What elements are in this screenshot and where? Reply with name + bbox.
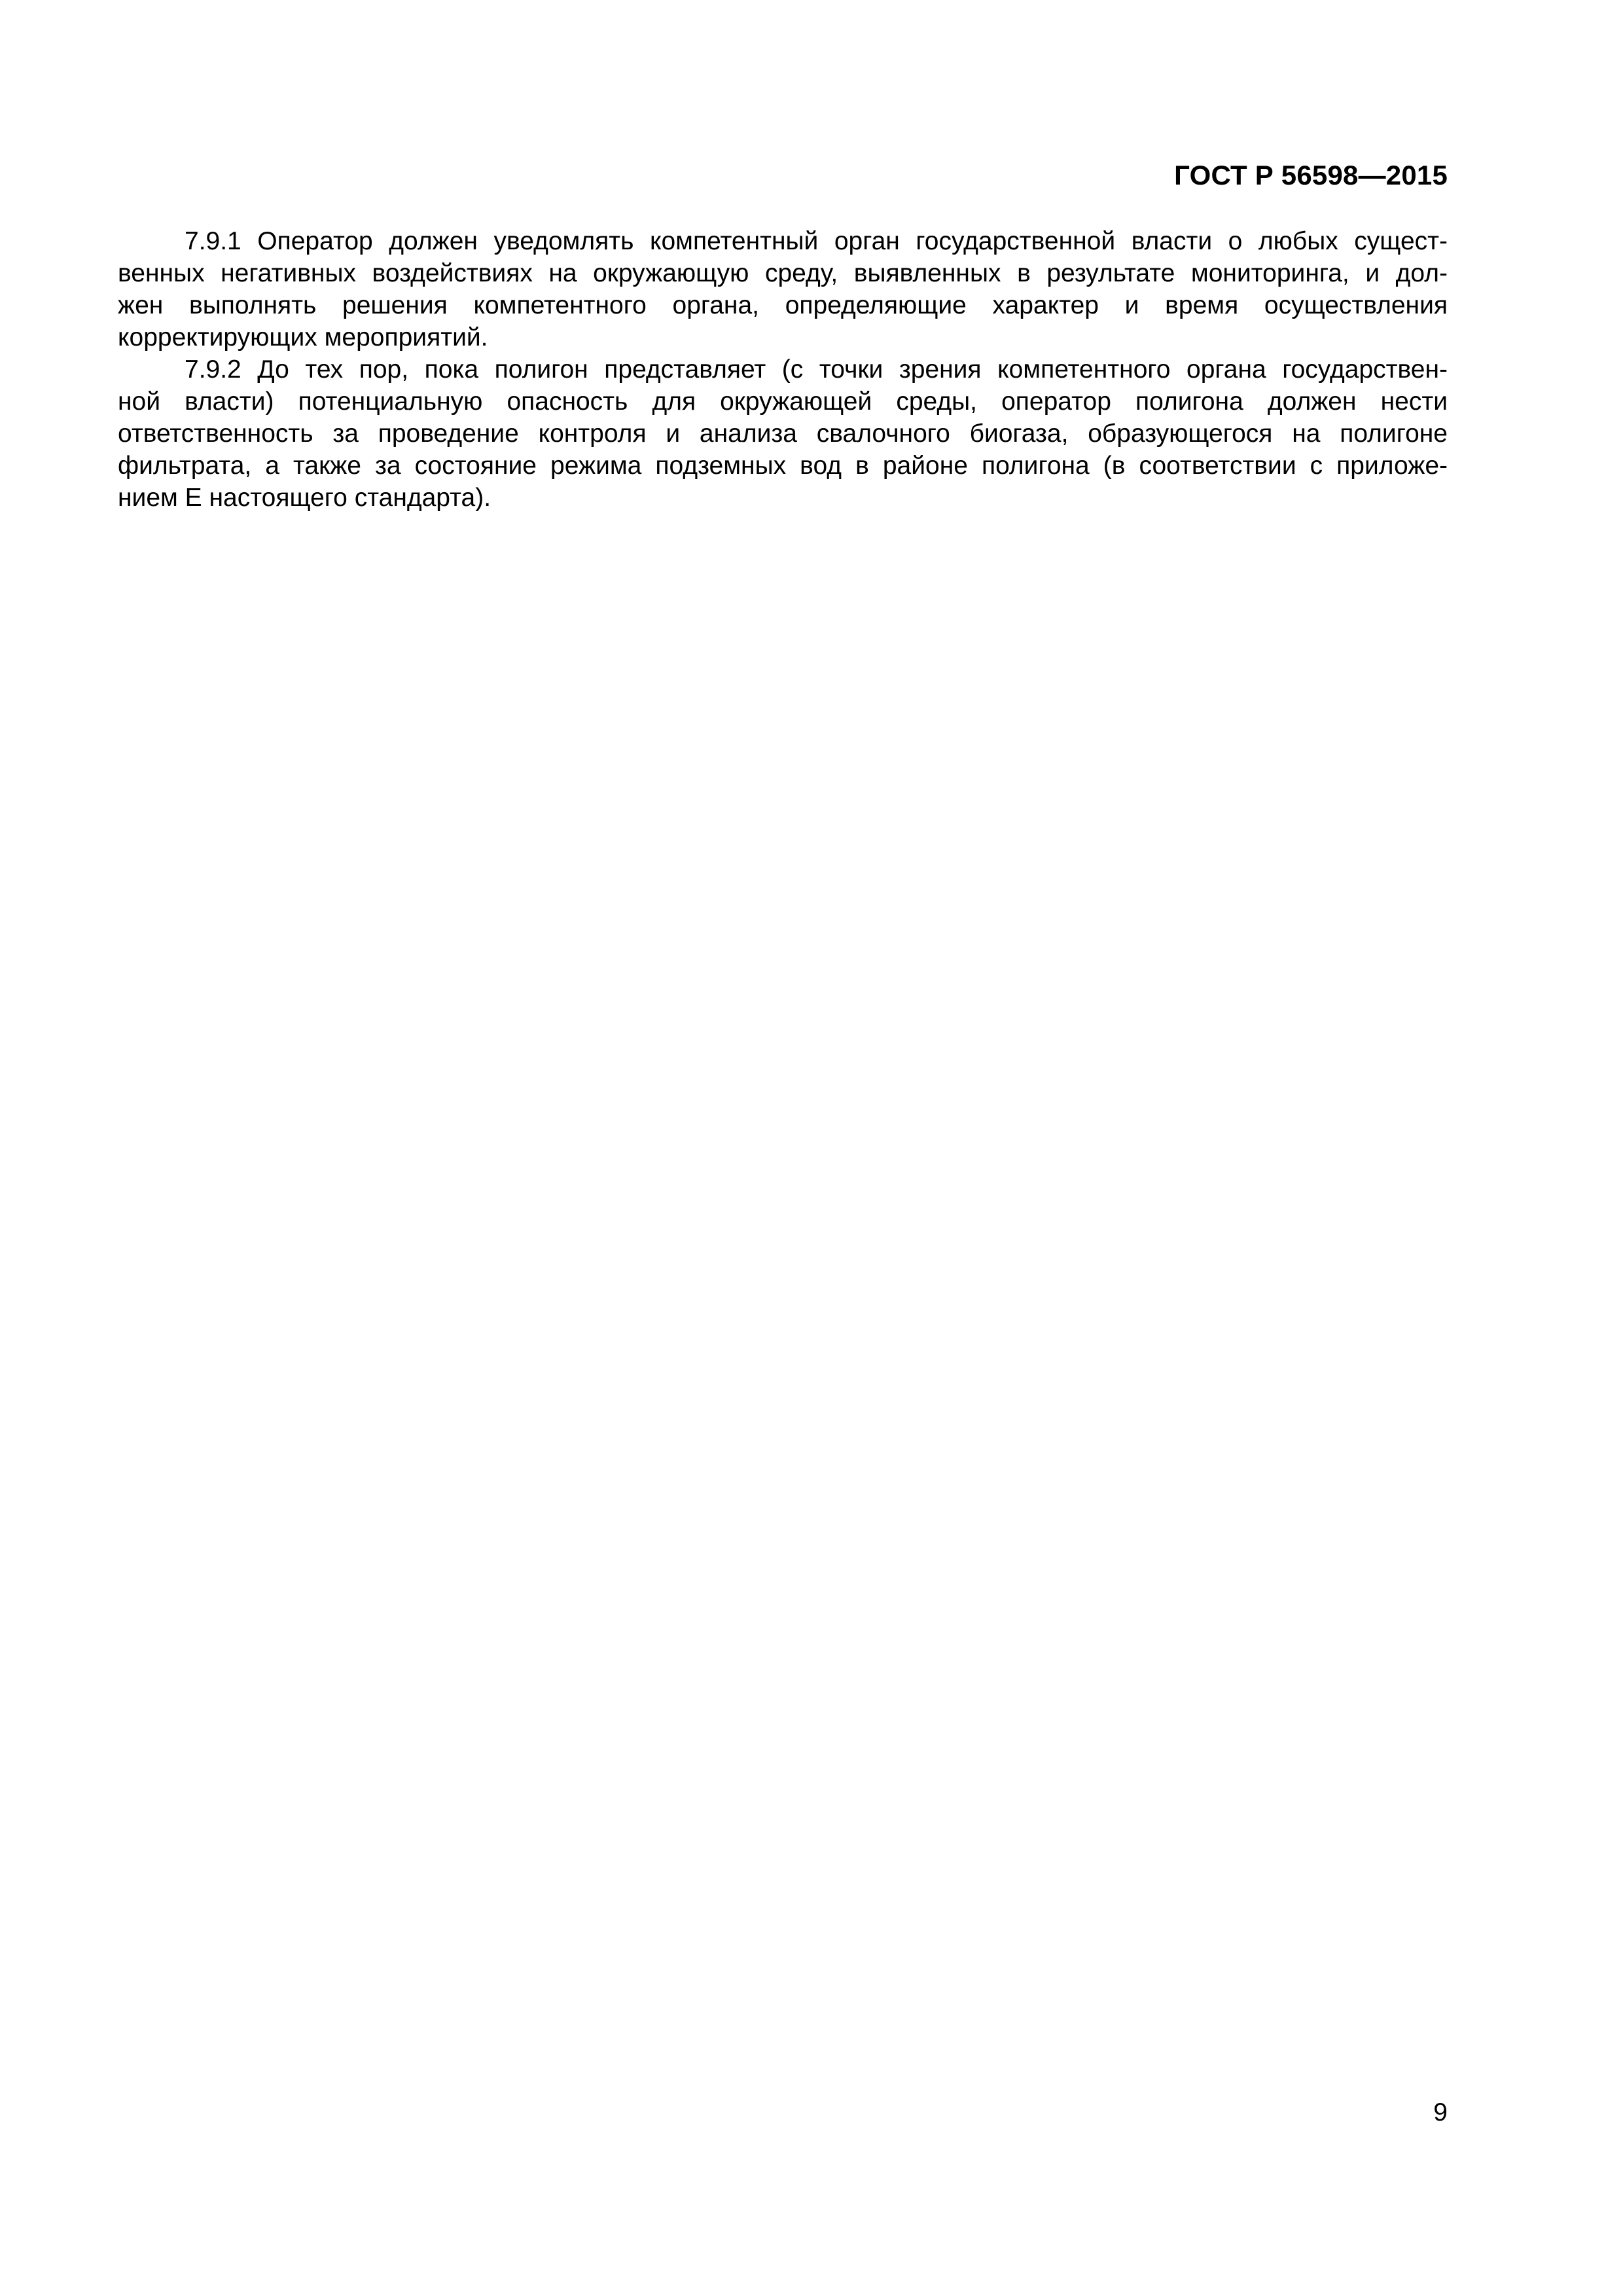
standard-header: ГОСТ Р 56598—2015 [1174,160,1448,190]
text-line: 7.9.2 До тех пор, пока полигон представляет (с точки зрения компетентного органа государствен- [185,355,1448,384]
text-line: нием Е настоящего стандарта). [118,484,491,512]
paragraph-7-9-1 [118,225,1448,353]
text-line: жен выполнять решения компетентного органа, определяющие характер и время осуществления [118,291,1448,319]
text-line: ответственность за проведение контроля и анализа свалочного биогаза, образующегося на полигоне [118,420,1448,448]
text-line: ной власти) потенциальную опасность для окружающей среды, оператор полигона должен нести [118,387,1448,416]
text-line: фильтрата, а также за состояние режима подземных вод в районе полигона (в соответствии с приложе- [118,452,1448,480]
text-line: венных негативных воздействиях на окружающую среду, выявленных в результате мониторинга, и дол- [118,259,1448,287]
paragraph-7-9-2 [118,353,1448,514]
document-body [118,225,1448,514]
page-number: 9 [1433,2098,1448,2126]
text-line: 7.9.1 Оператор должен уведомлять компетентный орган государственной власти о любых сущест- [185,227,1448,255]
text-line: корректирующих мероприятий. [118,323,488,351]
